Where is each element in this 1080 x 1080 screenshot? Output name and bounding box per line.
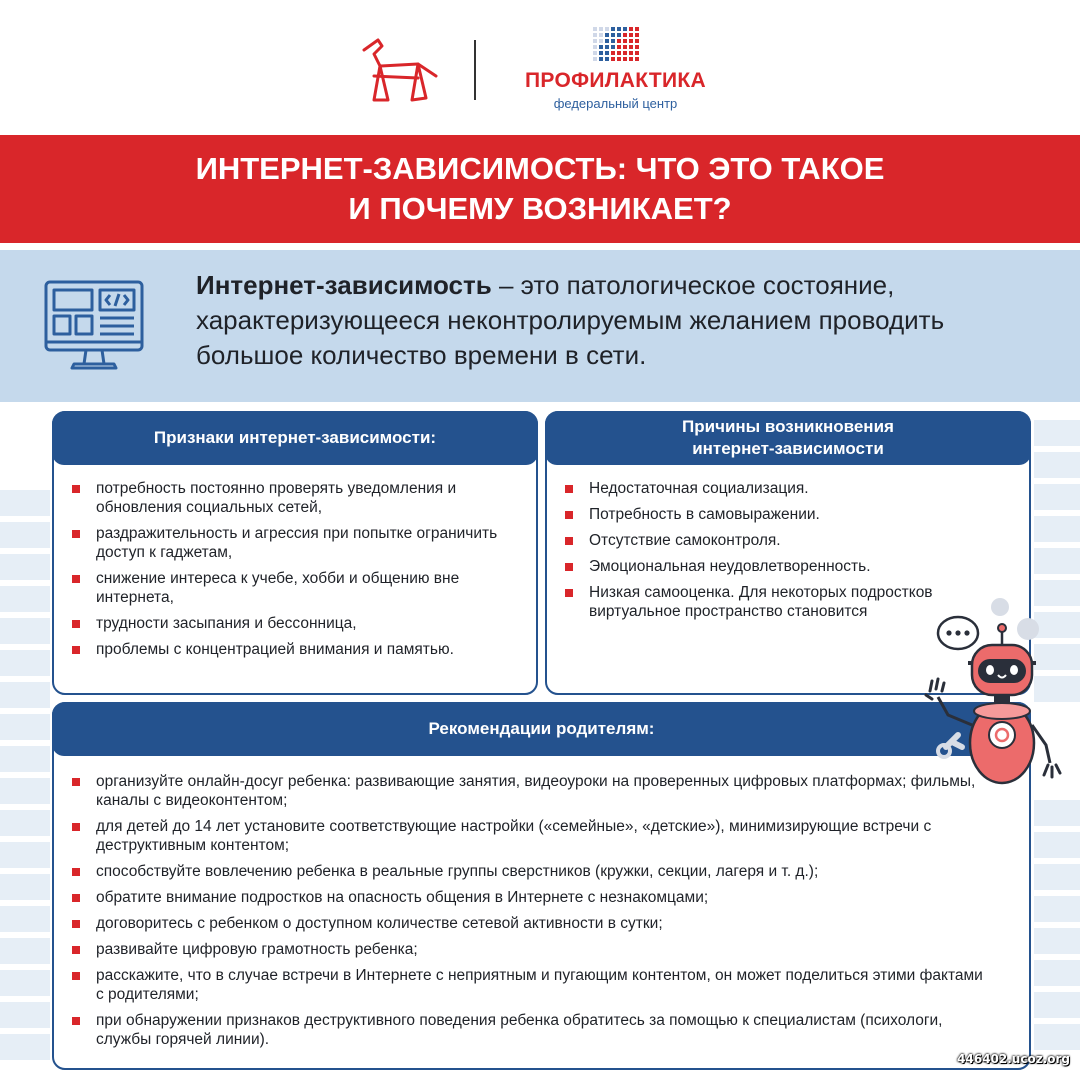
list-item: проблемы с концентрацией внимания и памятью. xyxy=(72,640,528,659)
signs-list xyxy=(72,479,528,666)
definition-text xyxy=(196,268,1056,373)
logo-divider xyxy=(474,40,476,100)
causes-heading-line1: Причины возникновения xyxy=(682,417,894,436)
list-item: Потребность в самовыражении. xyxy=(565,505,1013,524)
page-title-line1: ИНТЕРНЕТ-ЗАВИСИМОСТЬ: ЧТО ЭТО ТАКОЕ xyxy=(195,151,885,186)
list-item: Низкая самооценка. Для некоторых подростков виртуальное пространство становится xyxy=(565,583,1013,621)
recommendations-list xyxy=(72,772,992,1056)
list-item: договоритесь с ребенком о доступном количестве сетевой активности в сутки; xyxy=(72,914,992,933)
list-item: трудности засыпания и бессонница, xyxy=(72,614,528,633)
definition-term: Интернет-зависимость xyxy=(196,270,492,300)
list-item: организуйте онлайн-досуг ребенка: развивающие занятия, видеоуроки на проверенных цифровых платформах; фильмы, каналы с видеоконтентом; xyxy=(72,772,992,810)
title-band xyxy=(0,135,1080,243)
recommendations-card xyxy=(52,702,1031,1070)
list-item: развивайте цифровую грамотность ребенка; xyxy=(72,940,992,959)
watermark: 446402.ucoz.org xyxy=(957,1052,1070,1066)
list-item: при обнаружении признаков деструктивного поведения ребенка обратитесь за помощью к специалистам (психологи, службы горячей линии). xyxy=(72,1011,992,1049)
recommendations-heading: Рекомендации родителям: xyxy=(52,702,1031,756)
signs-heading: Признаки интернет-зависимости: xyxy=(52,411,538,465)
brand-subtitle: федеральный центр xyxy=(553,96,678,111)
page-title xyxy=(0,149,1080,229)
list-item: способствуйте вовлечению ребенка в реальные группы сверстников (кружки, секции, лагеря и т. д.); xyxy=(72,862,992,881)
page-title-line2: И ПОЧЕМУ ВОЗНИКАЕТ? xyxy=(348,191,732,226)
list-item: потребность постоянно проверять уведомления и обновления социальных сетей, xyxy=(72,479,528,517)
list-item: снижение интереса к учебе, хобби и общению вне интернета, xyxy=(72,569,528,607)
list-item: Эмоциональная неудовлетворенность. xyxy=(565,557,1013,576)
list-item: раздражительность и агрессия при попытке ограничить доступ к гаджетам, xyxy=(72,524,528,562)
list-item: обратите внимание подростков на опасность общения в Интернете с незнакомцами; xyxy=(72,888,992,907)
profilaktika-logo-icon xyxy=(593,27,639,65)
robot-mascot-icon xyxy=(918,595,1078,795)
definition-body: – это патологическое состояние, характеризующееся неконтролируемым желанием проводить большое количество времени в сети. xyxy=(196,270,945,370)
list-item: Отсутствие самоконтроля. xyxy=(565,531,1013,550)
definition-band xyxy=(0,250,1080,402)
signs-card xyxy=(52,411,538,695)
list-item: для детей до 14 лет установите соответствующие настройки («семейные», «детские»), минимизирующие встречи с деструктивным контентом; xyxy=(72,817,992,855)
list-item: Недостаточная социализация. xyxy=(565,479,1013,498)
brand-name: ПРОФИЛАКТИКА xyxy=(525,69,706,92)
horse-logo-icon xyxy=(360,36,440,106)
list-item: расскажите, что в случае встречи в Интернете с неприятным и пугающим контентом, он может поделиться этими фактами с родителями; xyxy=(72,966,992,1004)
causes-heading-line2: интернет-зависимости xyxy=(692,439,884,458)
causes-heading xyxy=(545,411,1031,465)
computer-code-icon xyxy=(44,280,144,374)
header xyxy=(0,0,1080,135)
